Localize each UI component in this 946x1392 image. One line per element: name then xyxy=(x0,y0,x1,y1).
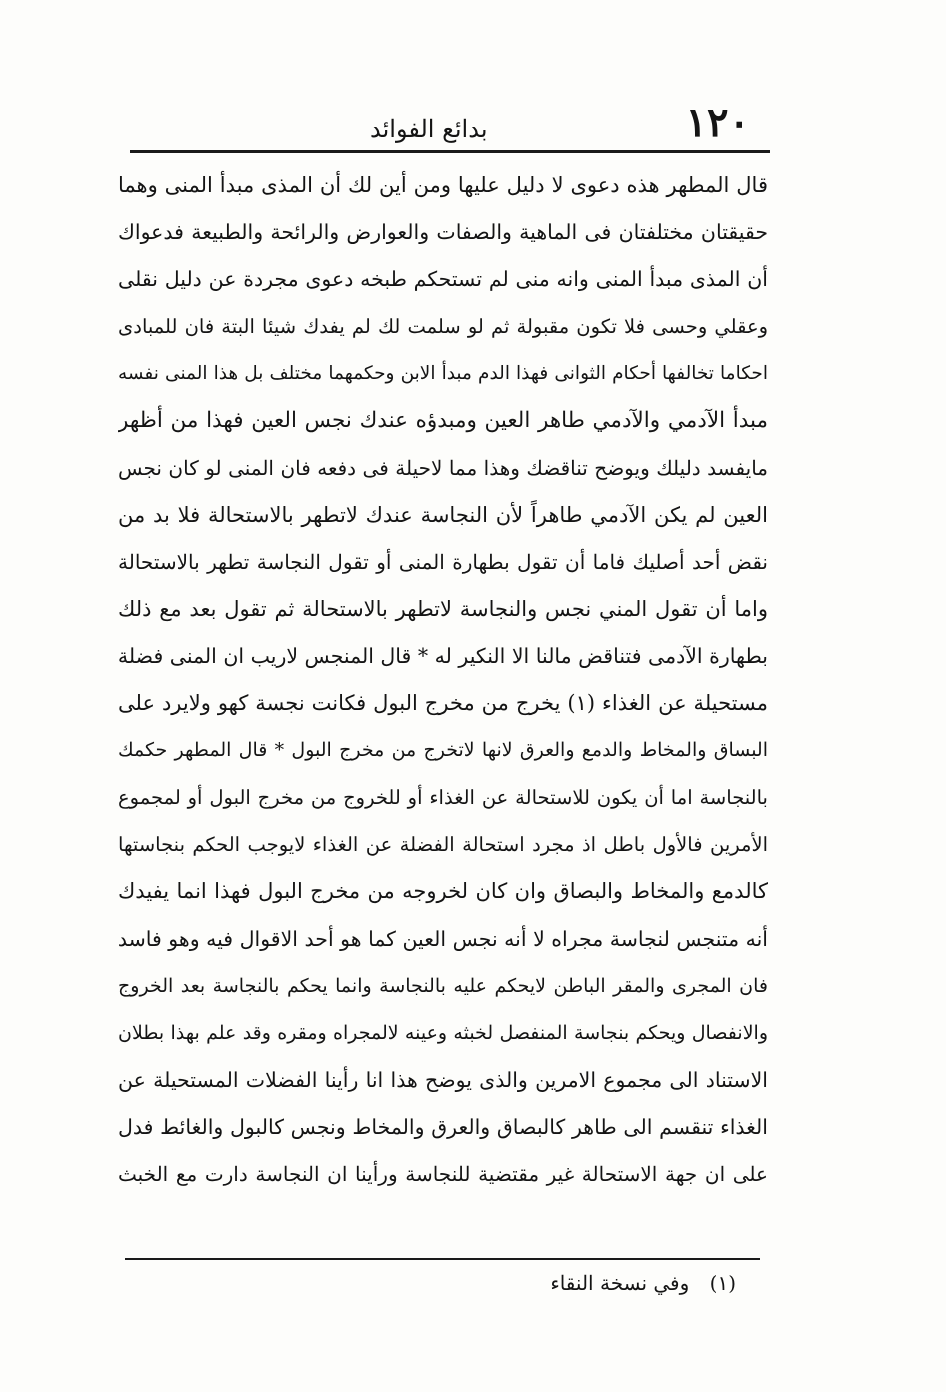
page-header xyxy=(130,95,770,145)
text-line: على ان جهة الاستحالة غير مقتضية للنجاسة ورأينا ان النجاسة دارت مع الخبث xyxy=(118,1161,768,1186)
text-line: بالنجاسة اما أن يكون للاستحالة عن الغذاء أو للخروج من مخرج البول أو لمجموع xyxy=(118,786,768,810)
text-line: الأمرين فالأول باطل اذ مجرد استحالة الفضلة عن الغذاء لايوجب الحكم بنجاستها xyxy=(118,833,768,857)
body-text xyxy=(118,162,768,1198)
text-line: الاستناد الى مجموع الامرين والذى يوضح هذا انا رأينا الفضلات المستحيلة عن xyxy=(118,1067,768,1092)
footnote-divider xyxy=(125,1258,760,1260)
text-line: احكاما تخالفها أحكام الثوانى فهذا الدم مبدأ الابن وحكمهما مختلف بل هذا المنى نفسه xyxy=(118,363,768,385)
running-title: بدائع الفوائد xyxy=(370,115,488,143)
text-line: مبدأ الآدمي والآدمي طاهر العين ومبدؤه عندك نجس العين فهذا من أظهر xyxy=(118,408,768,434)
footnote-marker: (١) xyxy=(709,1271,736,1295)
text-line: البساق والمخاط والدمع والعرق لانها لاتخرج من مخرج البول * قال المطهر حكمك xyxy=(118,739,768,762)
text-line: نقض أحد أصليك فاما أن تقول بطهارة المنى أو تقول النجاسة تطهر بالاستحالة xyxy=(118,549,768,574)
text-line: الغذاء تنقسم الى طاهر كالبصاق والعرق والمخاط ونجس كالبول والغائط فدل xyxy=(118,1114,768,1139)
text-line: وعقلي وحسى فلا تكون مقبولة ثم لو سلمت لك لم يفدك شيئا البتة فان للمبادى xyxy=(118,315,768,339)
header-divider xyxy=(130,150,770,153)
text-line: واما أن تقول المني نجس والنجاسة لاتطهر بالاستحالة ثم تقول بعد مع ذلك xyxy=(118,596,768,621)
text-line: كالدمع والمخاط والبصاق وان كان لخروجه من مخرج البول فهذا انما يفيدك xyxy=(118,879,768,904)
text-line: مستحيلة عن الغذاء (١) يخرج من مخرج البول فكانت نجسة كهو ولايرد على xyxy=(118,691,768,716)
text-line: والانفصال ويحكم بنجاسة المنفصل لخبثه وعينه لالمجراه ومقره وقد علم بهذا بطلان xyxy=(118,1021,768,1044)
text-line: أن المذى مبدأ المنى وانه منى لم تستحكم طبخه دعوى مجردة عن دليل نقلى xyxy=(118,267,768,292)
page-number: ١٢٠ xyxy=(685,99,750,146)
text-line: بطهارة الآدمى فتناقض مالنا الا النكير له * قال المنجس لاريب ان المنى فضلة xyxy=(118,643,768,668)
footnote xyxy=(550,1266,736,1300)
footnote-text: وفي نسخة النقاء xyxy=(550,1271,690,1295)
text-line: فان المجرى والمقر الباطن لايحكم عليه بالنجاسة وانما يحكم بالنجاسة بعد الخروج xyxy=(118,974,768,997)
text-line: مايفسد دليلك ويوضح تناقضك وهذا مما لاحيلة فى دفعه فان المنى لو كان نجس xyxy=(118,455,768,480)
text-line: العين لم يكن الآدمي طاهراً لأن النجاسة عندك لاتطهر بالاستحالة فلا بد من xyxy=(118,502,768,527)
text-line: قال المطهر هذه دعوى لا دليل عليها ومن أين لك أن المذى مبدأ المنى وهما xyxy=(118,173,768,197)
text-line: حقيقتان مختلفتان فى الماهية والصفات والعوارض والرائحة والطبيعة فدعواك xyxy=(118,220,768,245)
text-line: أنه متنجس لنجاسة مجراه لا أنه نجس العين كما هو أحد الاقوال فيه وهو فاسد xyxy=(118,926,768,951)
